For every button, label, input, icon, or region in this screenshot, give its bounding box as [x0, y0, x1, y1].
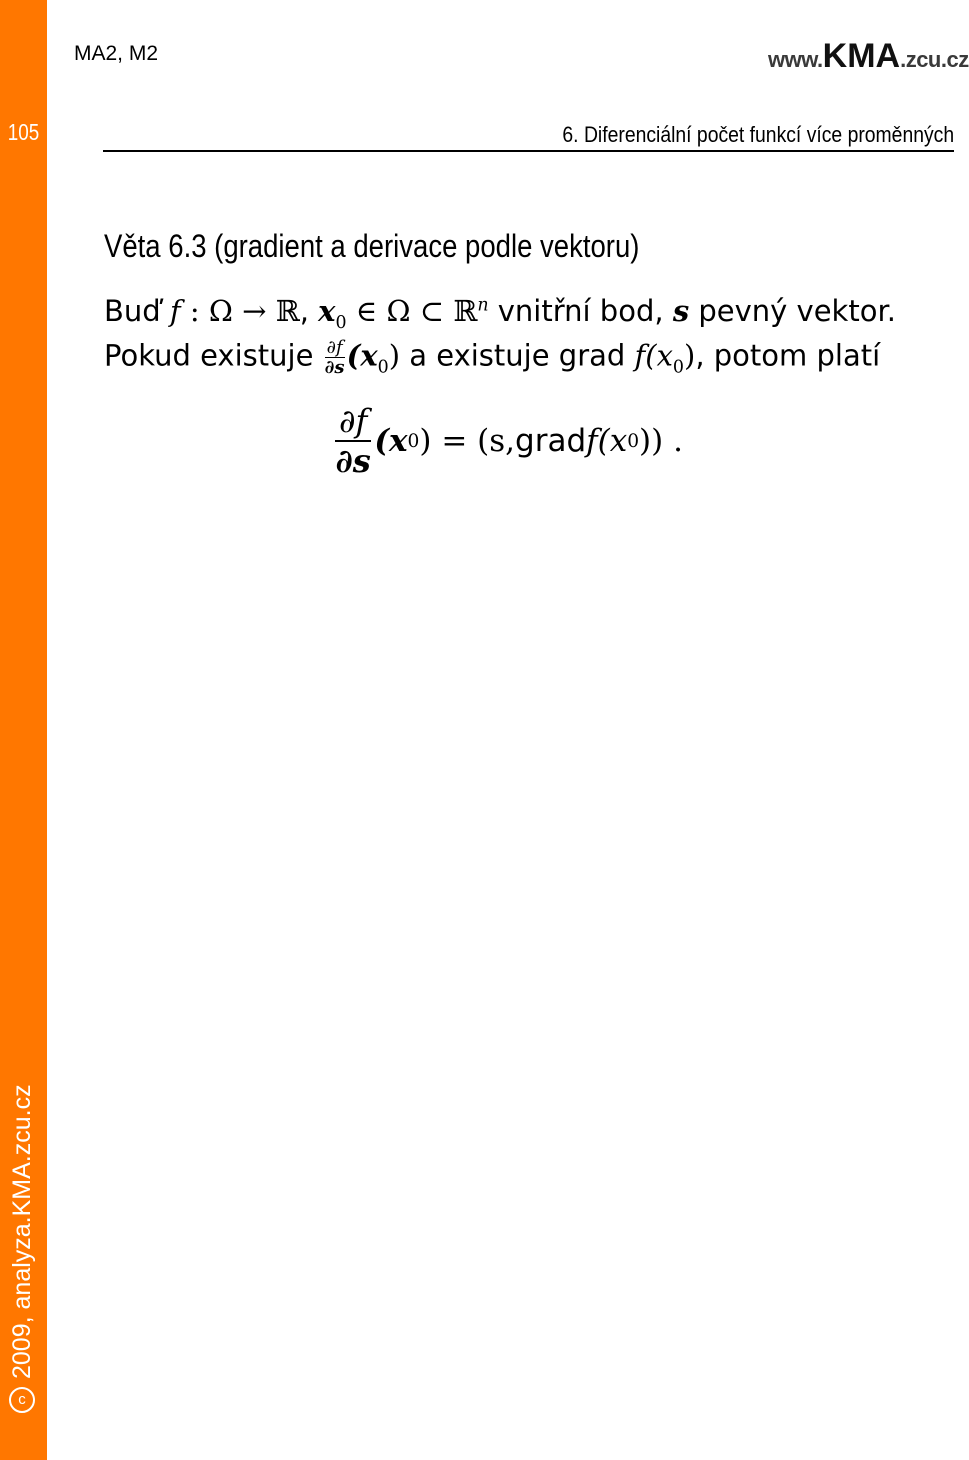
math-subscript-0: 0	[377, 357, 389, 378]
math-subscript-0: 0	[672, 357, 684, 378]
math-mapping: : Ω → ℝ	[180, 294, 300, 328]
math-paren: )	[388, 338, 401, 373]
word-grad: grad	[515, 423, 587, 459]
math-f-of-x: f(x	[625, 338, 673, 373]
math-subscript-0: 0	[407, 430, 420, 452]
theorem-line-2	[104, 338, 880, 377]
fraction-denominator: ∂s	[335, 442, 371, 480]
logo-prefix: www.	[768, 47, 823, 72]
word-bud: Buď	[104, 294, 161, 328]
copyright-notice	[7, 1023, 37, 1413]
word-and-exists-grad: a existuje grad	[400, 338, 626, 373]
display-formula	[335, 402, 683, 480]
math-x: x	[318, 294, 336, 328]
inline-fraction	[325, 338, 345, 377]
math-paren: )	[684, 338, 696, 373]
fraction-denominator: ∂s	[324, 357, 345, 378]
theorem-title: Věta 6.3 (gradient a derivace podle vektoru)	[104, 228, 640, 264]
logo-suffix: .zcu.cz	[900, 47, 969, 72]
math-s: s	[672, 294, 690, 328]
formula-lhs: (x	[374, 423, 408, 459]
course-label: MA2, M2	[74, 42, 159, 65]
math-superscript-n: n	[477, 295, 489, 316]
word-if-exists: Pokud existuje	[104, 338, 314, 373]
math-argument: (x	[346, 338, 378, 373]
copyright-icon: c	[9, 1387, 35, 1413]
formula-equals: ) = (s,	[419, 423, 516, 459]
word-interior-point: vnitřní bod,	[488, 294, 664, 328]
math-inclusion: ∈ Ω ⊂ ℝ	[346, 294, 478, 328]
fraction-numerator: ∂f	[335, 402, 371, 442]
math-subscript-0: 0	[335, 312, 347, 333]
display-fraction	[335, 402, 371, 480]
page-number: 105	[7, 119, 40, 145]
math-subscript-0: 0	[627, 430, 640, 452]
fraction-numerator: ∂f	[326, 337, 343, 358]
section-title: 6. Diferenciální počet funkcí více proměnných	[562, 122, 954, 147]
word-then-holds: , potom platí	[695, 338, 881, 373]
logo-main: KMA	[822, 37, 901, 75]
formula-rhs: f(x	[586, 423, 628, 459]
formula-end: )) .	[639, 423, 683, 459]
copyright-text: 2009, analyza.KMA.zcu.cz	[7, 1084, 36, 1379]
sidebar	[0, 0, 47, 1460]
comma: ,	[299, 294, 309, 328]
header-rule	[103, 150, 954, 152]
math-f: f	[169, 294, 181, 328]
word-fixed-vector: pevný vektor.	[689, 294, 896, 328]
site-logo[interactable]	[768, 37, 969, 76]
theorem-line-1	[104, 294, 896, 333]
